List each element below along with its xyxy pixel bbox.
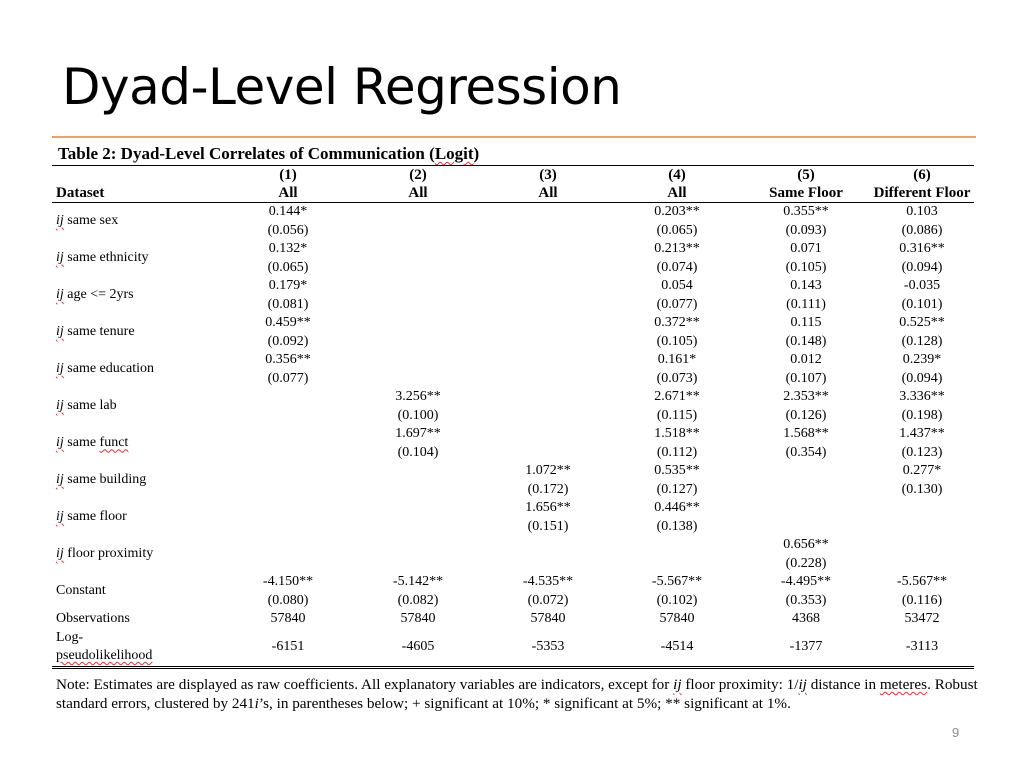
standard-error-value: (0.101) bbox=[901, 296, 943, 312]
coefficient-cell bbox=[224, 351, 352, 388]
coefficient-cell bbox=[484, 314, 612, 351]
standard-error-value: (0.104) bbox=[397, 444, 439, 460]
header-row-dataset bbox=[52, 184, 974, 203]
coefficient-cell bbox=[612, 277, 742, 314]
coefficient-cell bbox=[224, 536, 352, 573]
coefficient-cell bbox=[224, 314, 352, 351]
row-label-prefix: ij bbox=[56, 287, 64, 303]
standard-error-value: (0.080) bbox=[267, 592, 309, 608]
loglik-row-value: -4605 bbox=[352, 629, 484, 668]
standard-error-value: (0.065) bbox=[267, 259, 309, 275]
coefficient-cell bbox=[870, 499, 974, 536]
standard-error-value: (0.082) bbox=[397, 592, 439, 608]
standard-error-value: (0.138) bbox=[656, 518, 698, 534]
row-label bbox=[52, 536, 224, 573]
coefficient-cell bbox=[742, 425, 870, 462]
row-label-text: same tenure bbox=[63, 324, 135, 340]
coefficient-value: 0.213** bbox=[654, 241, 700, 256]
row-label-prefix: ij bbox=[56, 250, 64, 266]
coefficient-cell bbox=[870, 277, 974, 314]
coefficient-cell bbox=[352, 462, 484, 499]
standard-error-value: (0.094) bbox=[901, 259, 943, 275]
coefficient-cell bbox=[870, 351, 974, 388]
coefficient-cell bbox=[612, 240, 742, 277]
header-corner bbox=[52, 166, 224, 185]
row-label bbox=[52, 203, 224, 241]
coefficient-cell bbox=[352, 499, 484, 536]
table-row bbox=[52, 314, 974, 351]
row-label bbox=[52, 277, 224, 314]
observations-row-value: 53472 bbox=[904, 611, 940, 626]
coefficient-cell bbox=[352, 277, 484, 314]
coefficient-value: 0.656** bbox=[783, 537, 829, 552]
col-number-3: (3) bbox=[484, 166, 612, 185]
coefficient-value: 0.012 bbox=[790, 352, 822, 367]
table-row bbox=[52, 351, 974, 388]
coefficient-cell bbox=[484, 203, 612, 241]
col-number-1: (1) bbox=[224, 166, 352, 185]
coefficient-cell bbox=[612, 314, 742, 351]
dataset-header-label: Dataset bbox=[52, 184, 224, 203]
coefficient-value: -5.142** bbox=[392, 574, 444, 589]
col-dataset-6: Different Floor bbox=[870, 184, 974, 203]
coefficient-cell bbox=[352, 351, 484, 388]
standard-error-value: (0.107) bbox=[785, 370, 827, 386]
coefficient-value: 1.072** bbox=[525, 463, 571, 478]
row-label-prefix: ij bbox=[56, 509, 64, 525]
coefficient-value: 0.132* bbox=[268, 241, 308, 256]
standard-error-value: (0.072) bbox=[527, 592, 569, 608]
row-label bbox=[52, 573, 224, 610]
coefficient-value: 0.143 bbox=[790, 278, 822, 293]
loglik-row-value: -6151 bbox=[224, 629, 352, 668]
coefficient-value: -5.567** bbox=[896, 574, 948, 589]
coefficient-cell bbox=[870, 425, 974, 462]
coefficient-value: 0.459** bbox=[265, 315, 311, 330]
coefficient-cell bbox=[612, 499, 742, 536]
standard-error-value: (0.074) bbox=[656, 259, 698, 275]
coefficient-cell bbox=[224, 388, 352, 425]
standard-error-value: (0.105) bbox=[785, 259, 827, 275]
table-title: Table 2: Dyad-Level Correlates of Communication (Logit) bbox=[58, 144, 480, 163]
coefficient-value: 0.525** bbox=[899, 315, 945, 330]
coefficient-cell bbox=[612, 536, 742, 573]
coefficient-cell bbox=[484, 462, 612, 499]
loglik-row-value: -1377 bbox=[742, 629, 870, 668]
coefficient-cell bbox=[224, 573, 352, 610]
row-label bbox=[52, 462, 224, 499]
row-label-prefix: ij bbox=[56, 324, 64, 340]
coefficient-cell bbox=[870, 573, 974, 610]
coefficient-cell bbox=[870, 536, 974, 573]
coefficient-value: 2.353** bbox=[783, 389, 829, 404]
coefficient-value: 0.115 bbox=[790, 315, 822, 330]
observations-row-value: 57840 bbox=[530, 611, 566, 626]
coefficient-cell bbox=[870, 240, 974, 277]
row-label-text: Constant bbox=[56, 583, 106, 599]
row-label-text: same ethnicity bbox=[63, 250, 149, 266]
coefficient-cell bbox=[484, 573, 612, 610]
coefficient-value: -4.150** bbox=[262, 574, 314, 589]
coefficient-value: 0.054 bbox=[661, 278, 693, 293]
standard-error-value: (0.198) bbox=[901, 407, 943, 423]
standard-error-value: (0.081) bbox=[267, 296, 309, 312]
standard-error-value: (0.086) bbox=[901, 222, 943, 238]
standard-error-value: (0.151) bbox=[527, 518, 569, 534]
coefficient-cell bbox=[870, 314, 974, 351]
table-row bbox=[52, 499, 974, 536]
coefficient-cell bbox=[484, 240, 612, 277]
standard-error-value: (0.056) bbox=[267, 222, 309, 238]
coefficient-cell bbox=[742, 277, 870, 314]
coefficient-value: 1.518** bbox=[654, 426, 700, 441]
standard-error-value: (0.228) bbox=[785, 555, 827, 571]
coefficient-value: 0.161* bbox=[657, 352, 697, 367]
coefficient-cell bbox=[484, 499, 612, 536]
coefficient-cell bbox=[352, 425, 484, 462]
coefficient-cell bbox=[224, 499, 352, 536]
coefficient-value: 0.356** bbox=[265, 352, 311, 367]
loglik-row-value: -5353 bbox=[484, 629, 612, 668]
col-dataset-4: All bbox=[612, 184, 742, 203]
table-row bbox=[52, 388, 974, 425]
standard-error-value: (0.105) bbox=[656, 333, 698, 349]
coefficient-value: 1.697** bbox=[395, 426, 441, 441]
row-label-prefix: ij bbox=[56, 546, 64, 562]
observations-row-value: 57840 bbox=[659, 611, 695, 626]
standard-error-value: (0.354) bbox=[785, 444, 827, 460]
coefficient-value: 1.437** bbox=[899, 426, 945, 441]
coefficient-value: -5.567** bbox=[651, 574, 703, 589]
row-label-text: floor proximity bbox=[63, 546, 154, 562]
coefficient-cell bbox=[742, 499, 870, 536]
coefficient-cell bbox=[484, 351, 612, 388]
standard-error-value: (0.115) bbox=[656, 407, 698, 423]
coefficient-cell bbox=[352, 573, 484, 610]
coefficient-cell bbox=[224, 462, 352, 499]
coefficient-cell bbox=[742, 203, 870, 241]
coefficient-cell bbox=[224, 240, 352, 277]
regression-table bbox=[52, 165, 974, 669]
loglik-row-value: -4514 bbox=[612, 629, 742, 668]
table-row bbox=[52, 203, 974, 241]
coefficient-cell bbox=[742, 462, 870, 499]
coefficient-value: 0.372** bbox=[654, 315, 700, 330]
standard-error-value: (0.094) bbox=[901, 370, 943, 386]
coefficient-value: 0.144* bbox=[268, 204, 308, 219]
col-number-6: (6) bbox=[870, 166, 974, 185]
coefficient-cell bbox=[352, 240, 484, 277]
coefficient-cell bbox=[742, 240, 870, 277]
row-label-prefix: ij bbox=[56, 472, 64, 488]
standard-error-value: (0.112) bbox=[656, 444, 698, 460]
coefficient-cell bbox=[612, 573, 742, 610]
coefficient-cell bbox=[352, 314, 484, 351]
standard-error-value: (0.065) bbox=[656, 222, 698, 238]
standard-error-value: (0.111) bbox=[786, 296, 826, 312]
standard-error-value: (0.093) bbox=[785, 222, 827, 238]
coefficient-cell bbox=[870, 203, 974, 241]
table-row bbox=[52, 536, 974, 573]
observations-row-label: Observations bbox=[56, 611, 130, 626]
coefficient-cell bbox=[742, 314, 870, 351]
observations-row-value: 57840 bbox=[270, 611, 306, 626]
row-label-text: age <= 2yrs bbox=[63, 287, 134, 303]
row-label-text: same sex bbox=[63, 213, 119, 229]
observations-row bbox=[52, 610, 974, 629]
coefficient-value: 0.316** bbox=[899, 241, 945, 256]
slide-title: Dyad-Level Regression bbox=[62, 58, 622, 116]
table-row bbox=[52, 573, 974, 610]
coefficient-value: 0.355** bbox=[783, 204, 829, 219]
table-row bbox=[52, 425, 974, 462]
observations-row-value: 57840 bbox=[400, 611, 436, 626]
standard-error-value: (0.077) bbox=[656, 296, 698, 312]
standard-error-value: (0.130) bbox=[901, 481, 943, 497]
coefficient-value: 0.239* bbox=[902, 352, 942, 367]
coefficient-value: 0.179* bbox=[268, 278, 308, 293]
coefficient-value: 0.446** bbox=[654, 500, 700, 515]
row-label-prefix: ij bbox=[56, 398, 64, 414]
coefficient-cell bbox=[352, 203, 484, 241]
coefficient-cell bbox=[352, 536, 484, 573]
row-label bbox=[52, 351, 224, 388]
header-row-column-numbers bbox=[52, 166, 974, 185]
coefficient-value: 3.256** bbox=[395, 389, 441, 404]
coefficient-cell bbox=[484, 425, 612, 462]
coefficient-cell bbox=[870, 462, 974, 499]
page-number: 9 bbox=[952, 725, 960, 740]
coefficient-cell bbox=[742, 351, 870, 388]
row-label-text: same education bbox=[63, 361, 154, 377]
standard-error-value: (0.100) bbox=[397, 407, 439, 423]
title-accent-rule bbox=[52, 136, 976, 138]
standard-error-value: (0.073) bbox=[656, 370, 698, 386]
row-label bbox=[52, 425, 224, 462]
coefficient-cell bbox=[742, 536, 870, 573]
coefficient-cell bbox=[484, 536, 612, 573]
standard-error-value: (0.353) bbox=[785, 592, 827, 608]
coefficient-cell bbox=[612, 351, 742, 388]
standard-error-value: (0.102) bbox=[656, 592, 698, 608]
col-number-4: (4) bbox=[612, 166, 742, 185]
col-number-2: (2) bbox=[352, 166, 484, 185]
standard-error-value: (0.092) bbox=[267, 333, 309, 349]
loglik-row-value: -3113 bbox=[870, 629, 974, 668]
row-label-prefix: ij bbox=[56, 213, 64, 229]
row-label-prefix: ij bbox=[56, 435, 64, 451]
standard-error-value: (0.128) bbox=[901, 333, 943, 349]
row-label-text: same floor bbox=[63, 509, 127, 525]
standard-error-value: (0.172) bbox=[527, 481, 569, 497]
coefficient-value: -4.495** bbox=[780, 574, 832, 589]
coefficient-cell bbox=[224, 203, 352, 241]
standard-error-value: (0.123) bbox=[901, 444, 943, 460]
coefficient-value: 2.671** bbox=[654, 389, 700, 404]
coefficient-value: 0.203** bbox=[654, 204, 700, 219]
regression-table-body bbox=[52, 203, 974, 668]
table-note: Note: Estimates are displayed as raw coefficients. All explanatory variables are indicators, except for ij floor proximity: 1/ij distance in meteres. Robust standard errors, clustered by 241i’s, in parentheses below; + significant at 10%; * significant at 5%; ** significant at 1%. bbox=[56, 676, 978, 712]
coefficient-value: 3.336** bbox=[899, 389, 945, 404]
coefficient-value: 0.277* bbox=[902, 463, 942, 478]
loglik-row bbox=[52, 629, 974, 668]
coefficient-cell bbox=[224, 425, 352, 462]
coefficient-cell bbox=[742, 388, 870, 425]
coefficient-value: 0.535** bbox=[654, 463, 700, 478]
coefficient-cell bbox=[612, 425, 742, 462]
row-label bbox=[52, 314, 224, 351]
standard-error-value: (0.127) bbox=[656, 481, 698, 497]
coefficient-cell bbox=[484, 388, 612, 425]
row-label-text: same building bbox=[63, 472, 147, 488]
standard-error-value: (0.116) bbox=[901, 592, 943, 608]
table-row bbox=[52, 277, 974, 314]
col-dataset-3: All bbox=[484, 184, 612, 203]
col-number-5: (5) bbox=[742, 166, 870, 185]
coefficient-value: 1.568** bbox=[783, 426, 829, 441]
coefficient-cell bbox=[352, 388, 484, 425]
col-dataset-2: All bbox=[352, 184, 484, 203]
coefficient-cell bbox=[612, 388, 742, 425]
row-label bbox=[52, 240, 224, 277]
coefficient-cell bbox=[742, 573, 870, 610]
coefficient-value: 0.103 bbox=[906, 204, 938, 219]
coefficient-value: 0.071 bbox=[790, 241, 822, 256]
coefficient-cell bbox=[870, 388, 974, 425]
coefficient-cell bbox=[224, 277, 352, 314]
table-row bbox=[52, 462, 974, 499]
coefficient-value: -4.535** bbox=[522, 574, 574, 589]
standard-error-value: (0.077) bbox=[267, 370, 309, 386]
row-label bbox=[52, 499, 224, 536]
standard-error-value: (0.148) bbox=[785, 333, 827, 349]
row-label-prefix: ij bbox=[56, 361, 64, 377]
row-label-text: same lab bbox=[63, 398, 117, 414]
row-label bbox=[52, 388, 224, 425]
coefficient-cell bbox=[612, 203, 742, 241]
row-label-text: same funct bbox=[63, 435, 129, 451]
coefficient-value: 1.656** bbox=[525, 500, 571, 515]
col-dataset-1: All bbox=[224, 184, 352, 203]
loglik-row-label: Log- pseudolikelihood bbox=[52, 629, 224, 668]
coefficient-value: -0.035 bbox=[903, 278, 941, 293]
col-dataset-5: Same Floor bbox=[742, 184, 870, 203]
coefficient-cell bbox=[484, 277, 612, 314]
standard-error-value: (0.126) bbox=[785, 407, 827, 423]
coefficient-cell bbox=[612, 462, 742, 499]
table-row bbox=[52, 240, 974, 277]
observations-row-value: 4368 bbox=[792, 611, 820, 626]
